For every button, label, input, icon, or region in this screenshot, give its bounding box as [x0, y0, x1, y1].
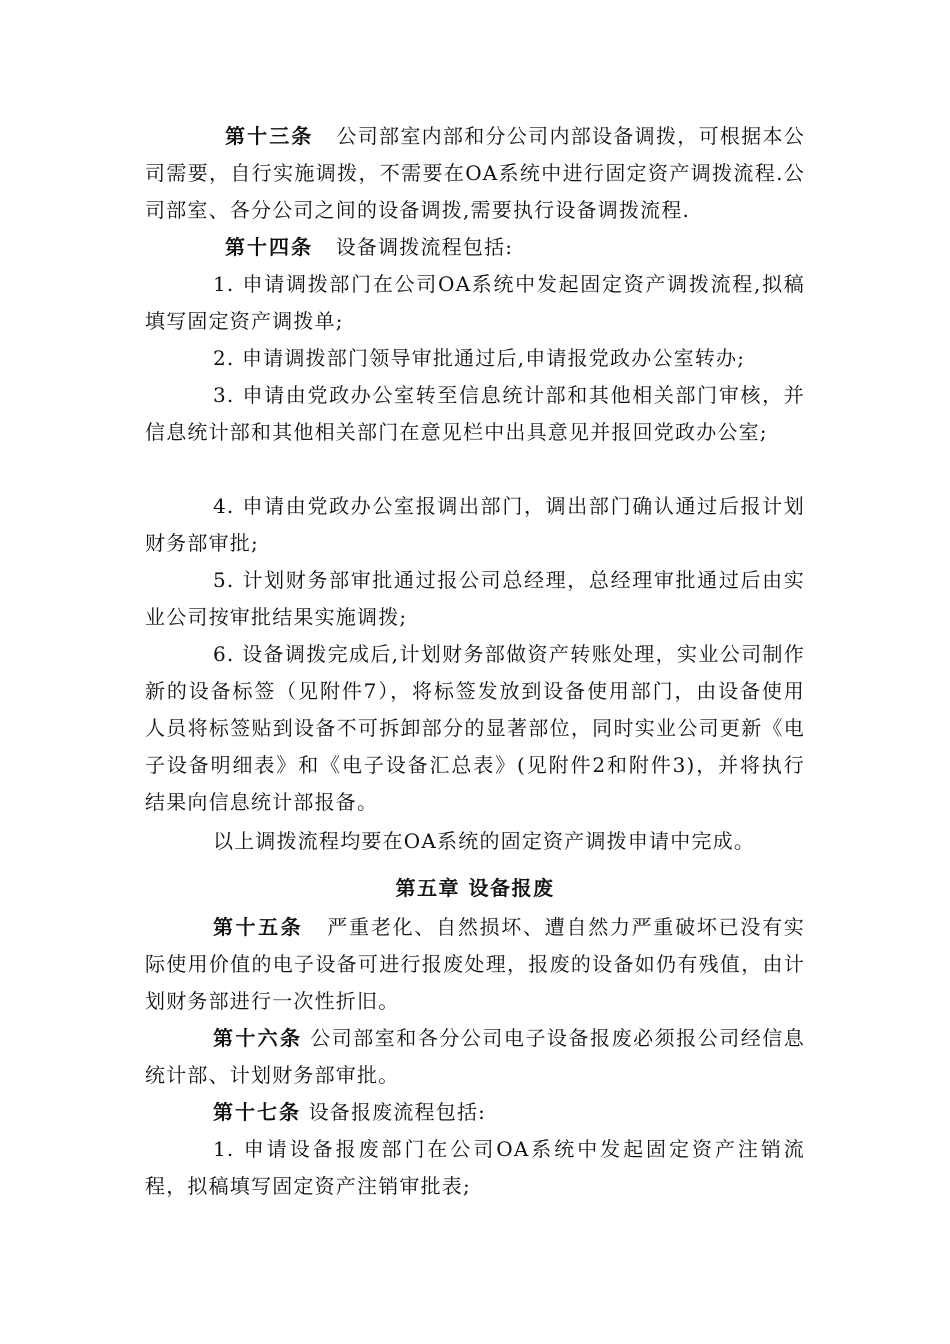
step-6 [145, 636, 805, 821]
chapter-title: 第五章 设备报废 [395, 876, 555, 900]
step-text: 1. 申请设备报废部门在公司OA系统中发起固定资产注销流程，拟稿填写固定资产注销审批表; [145, 1137, 805, 1198]
step-text: 6. 设备调拨完成后,计划财务部做资产转账处理，实业公司制作新的设备标签（见附件7），将标签发放到设备使用部门，由设备使用人员将标签贴到设备不可拆卸部分的显著部位，同时实业公司更新《电子设备明细表》和《电子设备汇总表》(见附件2和附件3)，并将执行结果向信息统计部报备。 [145, 642, 805, 814]
step-text: 3. 申请由党政办公室转至信息统计部和其他相关部门审核，并信息统计部和其他相关部门在意见栏中出具意见并报回党政办公室; [145, 383, 805, 444]
step-4 [145, 488, 805, 562]
article-label: 第十六条 [213, 1026, 303, 1050]
process-note [145, 823, 805, 860]
step-text: 2. 申请调拨部门领导审批通过后,申请报党政办公室转办; [213, 346, 746, 370]
scrap-step-1 [145, 1131, 805, 1205]
article-label: 第十七条 [213, 1100, 301, 1124]
article-16 [145, 1020, 805, 1094]
step-5 [145, 562, 805, 636]
step-text: 4. 申请由党政办公室报调出部门，调出部门确认通过后报计划财务部审批; [145, 494, 805, 555]
step-text: 1. 申请调拨部门在公司OA系统中发起固定资产调拨流程,拟稿填写固定资产调拨单; [145, 272, 805, 333]
step-1 [145, 266, 805, 340]
note-text: 以上调拨流程均要在OA系统的固定资产调拨申请中完成。 [213, 829, 756, 853]
article-15 [145, 909, 805, 1020]
article-label: 第十五条 [213, 915, 304, 939]
step-3 [145, 377, 805, 451]
article-text: 公司部室内部和分公司内部设备调拨，可根据本公司需要，自行实施调拨，不需要在OA系统中进行固定资产调拨流程.公司部室、各分公司之间的设备调拨,需要执行设备调拨流程. [145, 124, 805, 222]
step-2 [145, 340, 805, 377]
article-17 [145, 1094, 805, 1131]
article-text: 设备调拨流程包括: [335, 235, 514, 259]
article-text: 严重老化、自然损坏、遭自然力严重破坏已没有实际使用价值的电子设备可进行报废处理，报废的设备如仍有残值，由计划财务部进行一次性折旧。 [145, 915, 806, 1013]
article-label: 第十四条 [225, 235, 313, 259]
article-label: 第十三条 [225, 124, 314, 148]
article-text: 公司部室和各分公司电子设备报废必须报公司经信息统计部、计划财务部审批。 [145, 1026, 805, 1087]
article-text: 设备报废流程包括: [308, 1100, 487, 1124]
article-14 [145, 229, 805, 266]
step-text: 5. 计划财务部审批通过报公司总经理，总经理审批通过后由实业公司按审批结果实施调拨; [145, 568, 805, 629]
article-13 [145, 118, 805, 229]
